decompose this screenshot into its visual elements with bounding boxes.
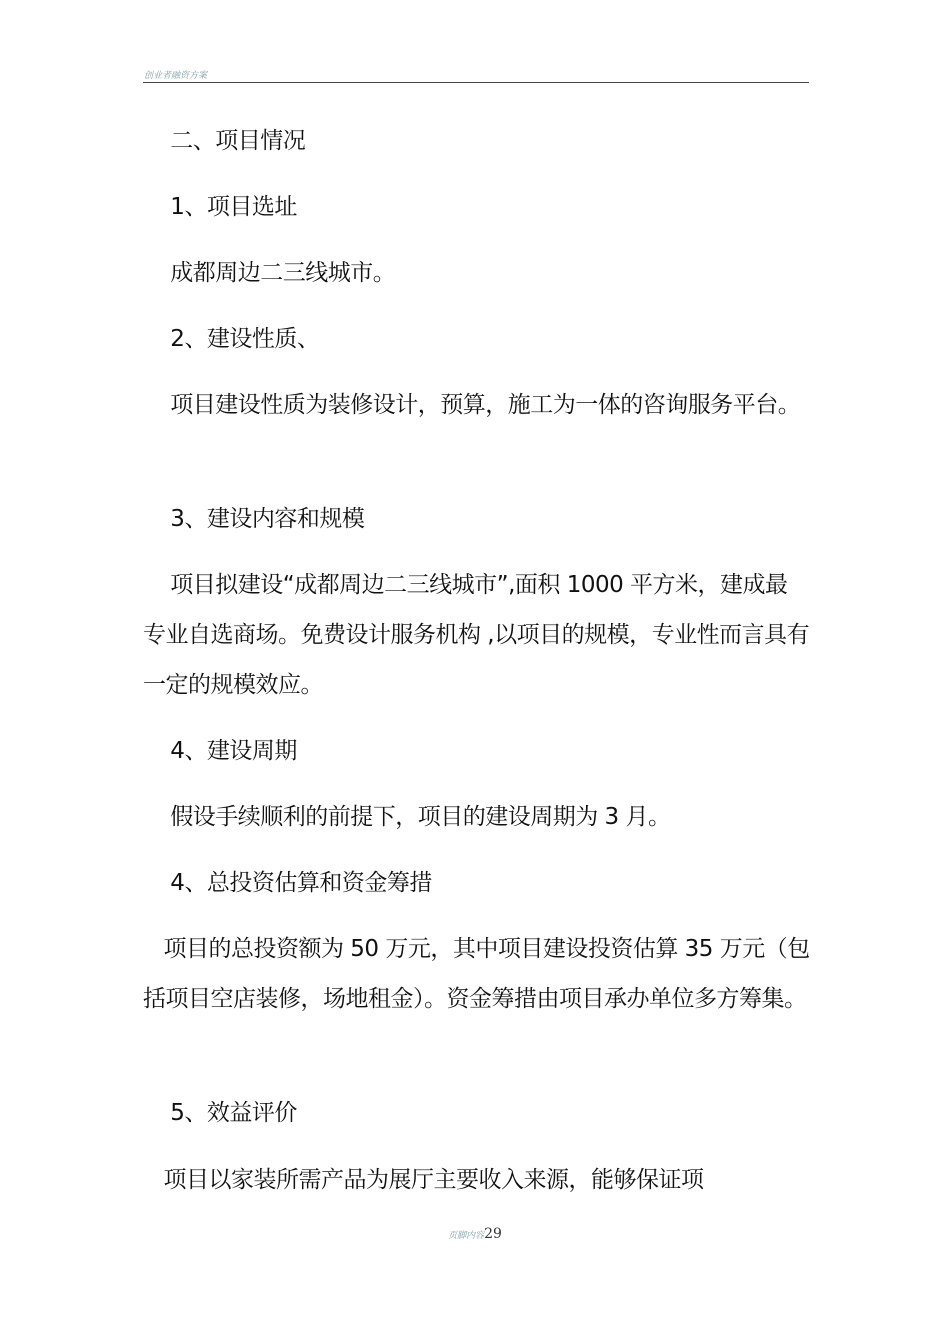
paragraph: 假设手续顺利的前提下，项目的建设周期为 3 月。 [143, 804, 671, 830]
header-text: 创业者融资方案 [144, 71, 208, 81]
page-number: 29 [484, 1226, 502, 1242]
section-heading: 二、项目情况 [143, 128, 306, 154]
paragraph: 项目拟建设“成都周边二三线城市”,面积 1000 平方米，建成最 专业自选商场。免费设计服务机构 ,以项目的规模，专业性而言具有一定的规模效应。 [143, 572, 810, 698]
subsection-heading: 3、建设内容和规模 [143, 506, 365, 532]
paragraph: 项目以家装所需产品为展厅主要收入来源，能够保证项 [143, 1167, 704, 1193]
subsection-heading: 2、建设性质、 [143, 326, 320, 352]
paragraph: 项目的总投资额为 50 万元，其中项目建设投资估算 35 万元（包括项目空店装修，场地租金）。资金筹措由项目承办单位多方筹集。 [143, 936, 810, 1012]
page-footer [0, 1226, 950, 1242]
footer-label: 页脚内容 [448, 1231, 485, 1241]
paragraph: 项目建设性质为装修设计，预算，施工为一体的咨询服务平台。 [143, 392, 801, 418]
subsection-heading: 4、总投资估算和资金筹措 [143, 870, 432, 896]
subsection-heading: 4、建设周期 [143, 738, 297, 764]
paragraph: 成都周边二三线城市。 [143, 260, 396, 286]
subsection-heading: 5、效益评价 [143, 1100, 297, 1126]
page-header [143, 66, 809, 83]
subsection-heading: 1、项目选址 [143, 194, 297, 220]
